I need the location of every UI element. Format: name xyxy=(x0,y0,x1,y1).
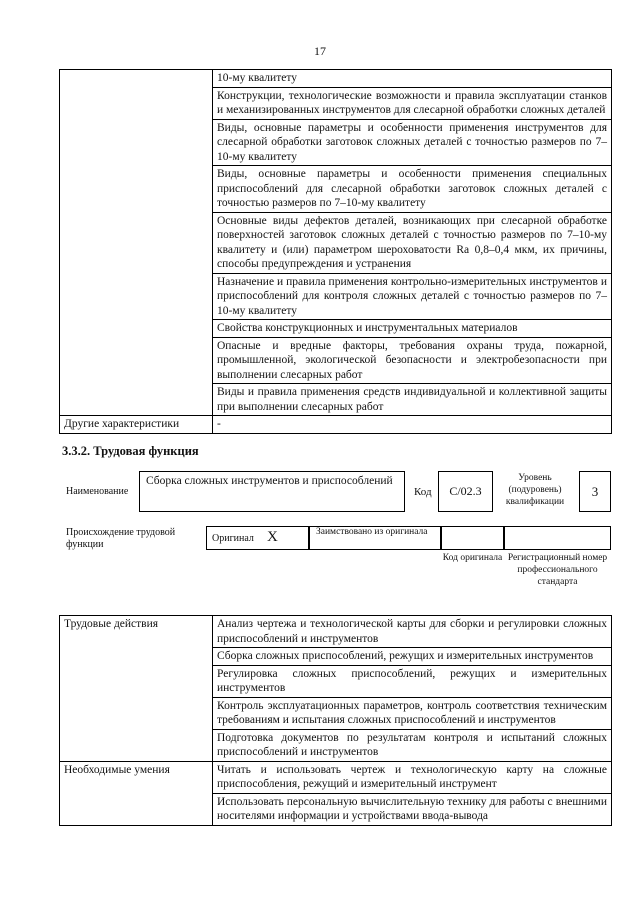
name-label: Наименование xyxy=(66,486,129,497)
cell-text: Основные виды дефектов деталей, возникающих при слесарной обработке поверхностей заготовок сложных деталей с точностью размеров по 7–10-му квалитету и (или) параметром шероховатости Ra 0,8–0,4 мкм, их причины, способы предупреждения и устранения xyxy=(213,212,612,273)
table-row xyxy=(60,761,612,793)
original-mark: X xyxy=(267,529,278,545)
cell-text: Контроль эксплуатационных параметров, контроль соответствия техническим требованиям и испытания сложных приспособлений и инструментов xyxy=(213,697,612,729)
actions-table xyxy=(59,615,612,826)
cell-text: 10-му квалитету xyxy=(213,70,612,88)
code-original-label: Код оригинала xyxy=(442,553,503,563)
row-label xyxy=(60,70,213,416)
level-value: 3 xyxy=(591,484,599,499)
code-value: C/02.3 xyxy=(449,484,482,498)
table-row xyxy=(60,70,612,88)
table-row xyxy=(60,416,612,434)
row-label: Трудовые действия xyxy=(60,616,213,762)
cell-text: Виды и правила применения средств индивидуальной и коллективной защиты при выполнении слесарных работ xyxy=(213,384,612,416)
cell-text: Использовать персональную вычислительную технику для работы с внешними носителями информации и устройствами ввода-вывода xyxy=(213,793,612,825)
cell-text: Подготовка документов по результатам контроля и испытаний сложных приспособлений и инструментов xyxy=(213,729,612,761)
cell-text: Сборка сложных приспособлений, режущих и измерительных инструментов xyxy=(213,648,612,666)
knowledge-table xyxy=(59,69,612,434)
page-number: 17 xyxy=(314,44,326,58)
row-label: Необходимые умения xyxy=(60,761,213,825)
cell-text: Анализ чертежа и технологической карты для сборки и регулировки сложных приспособлений и инструментов xyxy=(213,616,612,648)
borrowed-label: Заимствовано из оригинала xyxy=(316,527,428,537)
cell-text: Конструкции, технологические возможности и правила эксплуатации станков и механизированных инструментов для слесарной обработки сложных деталей xyxy=(213,87,612,119)
code-original-box xyxy=(441,526,504,550)
origin-label: Происхождение трудовой функции xyxy=(66,527,176,550)
cell-text: - xyxy=(213,416,612,434)
function-name-box xyxy=(139,471,405,512)
reg-number-box xyxy=(504,526,611,550)
function-name: Сборка сложных инструментов и приспособлений xyxy=(146,475,393,487)
cell-text: Виды, основные параметры и особенности применения специальных приспособлений для слесарной обработки заготовок сложных деталей с точностью размеров по 7–10-му квалитету xyxy=(213,166,612,213)
cell-text: Опасные и вредные факторы, требования охраны труда, пожарной, промышленной, экологической безопасности и электробезопасности при выполнении слесарных работ xyxy=(213,337,612,384)
cell-text: Читать и использовать чертеж и технологическую карту на сложные приспособления, режущий и измерительный инструмент xyxy=(213,761,612,793)
level-label: Уровень (подуровень) квалификации xyxy=(505,473,565,507)
code-label: Код xyxy=(414,486,432,498)
cell-text: Свойства конструкционных и инструментальных материалов xyxy=(213,320,612,338)
code-box xyxy=(438,471,493,512)
original-box xyxy=(206,526,309,550)
reg-number-label: Регистрационный номер профессионального стандарта xyxy=(507,553,608,587)
row-label: Другие характеристики xyxy=(60,416,213,434)
borrowed-box xyxy=(309,526,441,550)
section-title: 3.3.2. Трудовая функция xyxy=(62,444,199,458)
cell-text: Назначение и правила применения контрольно-измерительных инструментов и приспособлений для контроля сложных деталей с точностью размеров по 7–10-му квалитету xyxy=(213,273,612,320)
level-box xyxy=(579,471,611,512)
cell-text: Виды, основные параметры и особенности применения инструментов для слесарной обработки заготовок сложных деталей с точностью размеров по 7–10-му квалитету xyxy=(213,119,612,166)
cell-text: Регулировка сложных приспособлений, режущих и измерительных инструментов xyxy=(213,665,612,697)
table-row xyxy=(60,616,612,648)
original-label: Оригинал xyxy=(212,533,254,544)
